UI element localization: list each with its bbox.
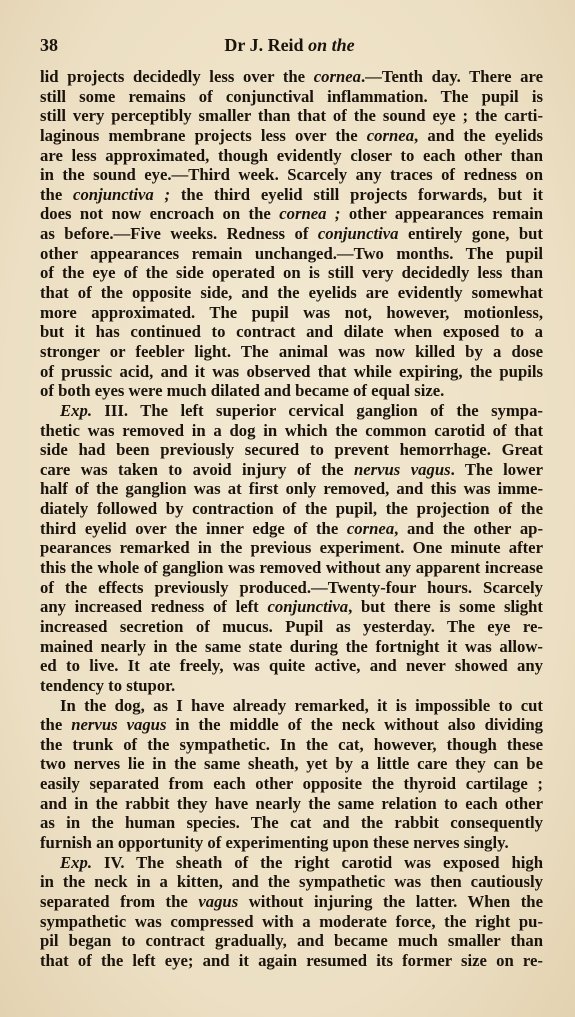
text-line: [40, 754, 543, 774]
text-line: [40, 519, 543, 539]
italic-term: Exp.: [60, 400, 92, 420]
running-head-author: Dr J. Reid: [224, 35, 304, 55]
text-line: [40, 912, 543, 932]
text-run: .—Tenth day. There are: [360, 67, 543, 86]
text-run: of prussic acid, and it was observed that while expiring, the pupils: [40, 361, 543, 381]
text-line: [40, 479, 543, 499]
text-run: In the dog, as I have already remarked, it is impossible to cut: [60, 695, 543, 715]
text-run: laginous membrane projects less over the: [40, 125, 367, 145]
text-run: , and the eyelids: [414, 125, 543, 145]
text-run: diately followed by contraction of the pupil, the projection of the: [40, 499, 543, 519]
text-line: [40, 872, 543, 892]
italic-term: nervus vagus: [353, 459, 451, 479]
text-line: [40, 637, 543, 657]
text-line: [40, 165, 543, 185]
text-line: [40, 558, 543, 578]
text-run: in the middle of the neck without also dividing: [166, 715, 544, 735]
text-line: [40, 460, 543, 480]
text-line: [40, 656, 543, 676]
text-line: [40, 499, 543, 519]
text-run: pearances remarked in the previous experiment. One minute after: [40, 538, 543, 558]
text-line: [40, 224, 543, 244]
text-line: [40, 892, 543, 912]
text-line: [40, 126, 543, 146]
text-run: the: [40, 715, 72, 735]
text-run: more approximated. The pupil was not, however, motionless,: [40, 302, 543, 322]
text-line: [40, 263, 543, 283]
text-run: easily separated from each other opposite the thyroid cartilage ;: [40, 774, 543, 794]
text-line: [40, 322, 543, 342]
text-line: [40, 244, 543, 264]
text-line: [40, 833, 543, 853]
text-run: entirely gone, but: [398, 224, 543, 244]
text-run: of the eye of the side operated on is still very decidedly less than: [40, 263, 543, 283]
text-line: [40, 381, 543, 401]
text-line: [40, 696, 543, 716]
text-run: still very perceptibly smaller than that of the sound eye ; the carti-: [40, 106, 543, 126]
text-line: [40, 401, 543, 421]
text-line: [40, 794, 543, 814]
text-run: mained nearly in the same state during the fortnight it was allow-: [40, 636, 543, 656]
text-line: [40, 538, 543, 558]
text-run: this the whole of ganglion was removed without any apparent increase: [40, 558, 543, 578]
text-run: other appearances remain: [340, 204, 543, 224]
text-run: that of the left eye; and it again resumed its former size on re-: [40, 950, 543, 970]
page-header: [40, 35, 539, 59]
text-line: [40, 87, 543, 107]
italic-term: cornea: [366, 125, 415, 145]
text-run: care was taken to avoid injury of the: [40, 459, 354, 479]
text-line: [40, 597, 543, 617]
text-line: [40, 421, 543, 441]
text-line: [40, 185, 543, 205]
text-run: that of the opposite side, and the eyelids are evidently somewhat: [40, 283, 543, 303]
italic-term: cornea: [346, 518, 395, 538]
text-run: of the effects previously produced.—Twenty-four hours. Scarcely: [40, 577, 543, 597]
text-line: [40, 853, 543, 873]
text-run: tendency to stupor.: [40, 675, 176, 695]
text-run: are less approximated, though evidently closer to each other than: [40, 145, 543, 165]
text-run: ed to live. It ate freely, was quite active, and never showed any: [40, 656, 543, 676]
text-run: and in the rabbit they have nearly the same relation to each other: [40, 793, 543, 813]
italic-term: conjunctiva ;: [73, 184, 171, 204]
italic-term: cornea: [313, 67, 361, 86]
text-line: [40, 715, 543, 735]
text-line: [40, 676, 543, 696]
italic-term: conjunctiva: [267, 597, 349, 617]
text-run: other appearances remain unchanged.—Two months. The pupil: [40, 243, 543, 263]
text-line: [40, 617, 543, 637]
text-line: [40, 106, 543, 126]
body-text: [40, 67, 543, 970]
italic-term: cornea ;: [279, 204, 341, 224]
italic-term: Exp.: [60, 852, 92, 872]
text-line: [40, 362, 543, 382]
text-run: lid projects decidedly less over the: [40, 67, 314, 86]
text-run: , but there is some slight: [348, 597, 543, 617]
text-run: does not now encroach on the: [40, 204, 280, 224]
text-line: [40, 342, 543, 362]
running-head-italic: on the: [308, 35, 355, 55]
text-run: the trunk of the sympathetic. In the cat, however, though these: [40, 734, 543, 754]
text-line: [40, 735, 543, 755]
text-run: third eyelid over the inner edge of the: [40, 518, 347, 538]
text-run: III. The left superior cervical ganglion of the sympa-: [92, 400, 543, 420]
text-run: stronger or feebler light. The animal was now killed by a dose: [40, 341, 543, 361]
text-run: side had been previously secured to prevent hemorrhage. Great: [40, 440, 543, 460]
text-line: [40, 931, 543, 951]
text-run: as in the human species. The cat and the rabbit consequently: [40, 813, 543, 833]
text-line: [40, 774, 543, 794]
text-run: in the sound eye.—Third week. Scarcely any traces of redness on: [40, 165, 543, 185]
text-run: sympathetic was compressed with a moderate force, the right pu-: [40, 911, 543, 931]
running-head: [40, 35, 539, 56]
text-run: two nerves lie in the same sheath, yet by a little care they can be: [40, 754, 543, 774]
text-run: the third eyelid still projects forwards, but it: [170, 184, 543, 204]
text-run: pil began to contract gradually, and became much smaller than: [40, 931, 543, 951]
text-line: [40, 283, 543, 303]
text-run: the: [40, 184, 74, 204]
text-run: half of the ganglion was at first only removed, and this was imme-: [40, 479, 543, 499]
text-line: [40, 951, 543, 971]
italic-term: nervus vagus: [71, 715, 167, 735]
text-run: . The lower: [450, 459, 543, 479]
text-run: without injuring the latter. When the: [238, 891, 543, 911]
text-line: [40, 204, 543, 224]
text-run: still some remains of conjunctival inflammation. The pupil is: [40, 86, 543, 106]
text-run: increased secretion of mucus. Pupil as yesterday. The eye re-: [40, 616, 543, 636]
text-run: any increased redness of left: [40, 597, 268, 617]
text-line: [40, 303, 543, 323]
text-run: thetic was removed in a dog in which the common carotid of that: [40, 420, 543, 440]
text-run: furnish an opportunity of experimenting upon these nerves singly.: [40, 832, 509, 852]
text-line: [40, 440, 543, 460]
italic-term: conjunctiva: [317, 224, 399, 244]
text-line: [40, 578, 543, 598]
text-line: [40, 146, 543, 166]
text-run: but it has continued to contract and dilate when exposed to a: [40, 322, 543, 342]
text-line: [40, 813, 543, 833]
text-run: separated from the: [40, 891, 199, 911]
italic-term: vagus: [198, 891, 239, 911]
text-line: [40, 67, 543, 87]
text-run: of both eyes were much dilated and became of equal size.: [40, 381, 445, 401]
text-run: IV. The sheath of the right carotid was exposed high: [92, 852, 543, 872]
text-run: in the neck in a kitten, and the sympathetic was then cautiously: [40, 872, 543, 892]
page-number: 38: [40, 35, 58, 55]
text-run: as before.—Five weeks. Redness of: [40, 224, 318, 244]
text-run: , and the other ap-: [394, 518, 544, 538]
